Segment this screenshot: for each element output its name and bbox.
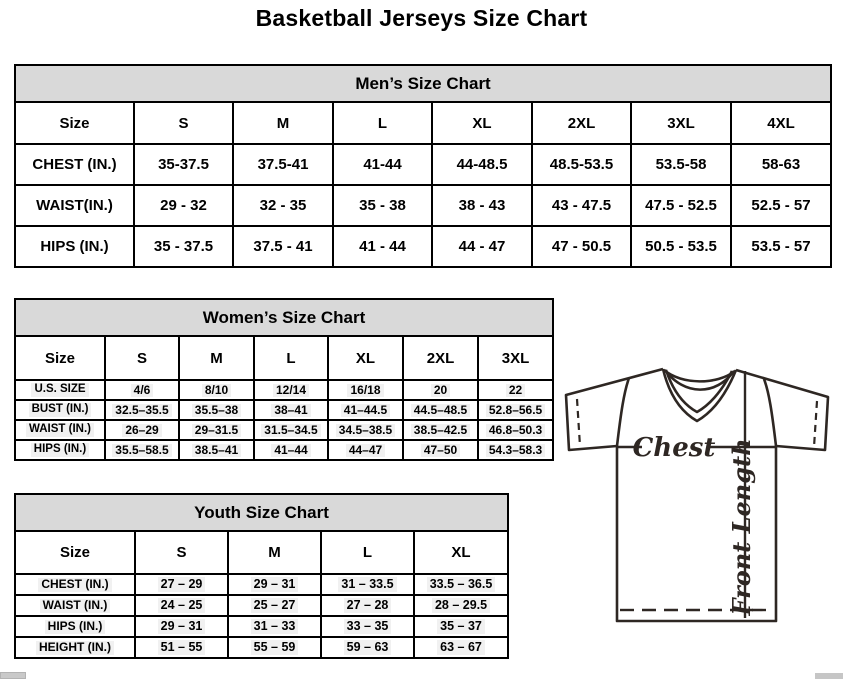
table-cell: 35 - 38 xyxy=(333,185,432,226)
cell-value: 24 – 25 xyxy=(158,598,206,612)
cell-value: 38–41 xyxy=(271,404,310,418)
table-cell: 41 - 44 xyxy=(333,226,432,267)
jersey-outline xyxy=(566,369,828,621)
mens-size-col: 3XL xyxy=(631,102,731,144)
row-label-text: BUST (IN.) xyxy=(29,403,92,416)
table-cell xyxy=(105,440,179,460)
womens-row-label xyxy=(15,400,105,420)
table-cell xyxy=(321,637,414,658)
table-cell: 50.5 - 53.5 xyxy=(631,226,731,267)
mens-size-col: 4XL xyxy=(731,102,831,144)
table-cell xyxy=(403,440,478,460)
cell-value: 29 – 31 xyxy=(251,577,299,591)
table-cell xyxy=(179,420,254,440)
mens-size-col: M xyxy=(233,102,333,144)
womens-size-col: XL xyxy=(328,336,403,380)
table-cell xyxy=(228,574,321,595)
mens-row-label: WAIST(IN.) xyxy=(15,185,134,226)
mens-size-col: XL xyxy=(432,102,532,144)
row-label-text: U.S. SIZE xyxy=(31,383,88,396)
table-cell xyxy=(105,400,179,420)
youth-size-chart-table xyxy=(14,493,509,659)
table-cell: 44-48.5 xyxy=(432,144,532,185)
table-cell xyxy=(228,616,321,637)
youth-size-col: M xyxy=(228,531,321,574)
cell-value: 28 – 29.5 xyxy=(432,598,490,612)
cell-value: 38.5–42.5 xyxy=(411,424,470,438)
table-row xyxy=(15,185,831,226)
cell-value: 25 – 27 xyxy=(251,598,299,612)
table-cell xyxy=(179,380,254,400)
womens-size-chart-table xyxy=(14,298,554,461)
cell-value: 44.5–48.5 xyxy=(411,404,470,418)
table-cell: 43 - 47.5 xyxy=(532,185,631,226)
table-cell xyxy=(105,420,179,440)
cell-value: 29–31.5 xyxy=(192,424,241,438)
cell-value: 54.3–58.3 xyxy=(486,444,545,458)
table-cell xyxy=(321,616,414,637)
youth-size-label: Size xyxy=(15,531,135,574)
table-cell: 53.5 - 57 xyxy=(731,226,831,267)
table-cell: 29 - 32 xyxy=(134,185,233,226)
youth-row-label xyxy=(15,616,135,637)
table-cell xyxy=(478,440,553,460)
cell-value: 4/6 xyxy=(131,384,154,398)
horizontal-scrollbar-fragment-left[interactable] xyxy=(0,672,26,679)
mens-size-col: 2XL xyxy=(532,102,631,144)
table-cell: 47 - 50.5 xyxy=(532,226,631,267)
table-cell: 52.5 - 57 xyxy=(731,185,831,226)
table-row xyxy=(15,226,831,267)
mens-size-col: L xyxy=(333,102,432,144)
cell-value: 59 – 63 xyxy=(344,640,392,654)
table-cell xyxy=(414,595,508,616)
table-cell xyxy=(321,595,414,616)
youth-row-label xyxy=(15,637,135,658)
mens-size-chart-table xyxy=(14,64,832,268)
mens-size-col: S xyxy=(134,102,233,144)
cell-value: 31 – 33.5 xyxy=(338,577,396,591)
cell-value: 47–50 xyxy=(421,444,460,458)
table-cell xyxy=(321,574,414,595)
cell-value: 51 – 55 xyxy=(158,640,206,654)
table-cell xyxy=(328,440,403,460)
cell-value: 41–44.5 xyxy=(341,404,390,418)
jersey-cuff-dash-right xyxy=(814,401,817,447)
table-cell xyxy=(228,637,321,658)
table-cell: 35 - 37.5 xyxy=(134,226,233,267)
table-cell xyxy=(254,420,328,440)
table-cell xyxy=(328,380,403,400)
cell-value: 35.5–38 xyxy=(192,404,241,418)
cell-value: 34.5–38.5 xyxy=(336,424,395,438)
womens-size-col: 2XL xyxy=(403,336,478,380)
row-label-text: WAIST (IN.) xyxy=(40,599,111,613)
table-cell xyxy=(403,420,478,440)
table-row xyxy=(15,595,508,616)
mens-table-header: Men’s Size Chart xyxy=(15,65,831,102)
table-row xyxy=(15,637,508,658)
table-cell: 37.5-41 xyxy=(233,144,333,185)
table-row xyxy=(15,380,553,400)
table-cell xyxy=(254,380,328,400)
table-cell xyxy=(228,595,321,616)
chest-label: Chest xyxy=(632,433,716,463)
table-cell xyxy=(414,616,508,637)
row-label-text: HEIGHT (IN.) xyxy=(36,641,114,655)
cell-value: 35 – 37 xyxy=(437,619,485,633)
youth-table-header: Youth Size Chart xyxy=(15,494,508,531)
cell-value: 52.8–56.5 xyxy=(486,404,545,418)
youth-size-col: L xyxy=(321,531,414,574)
womens-row-label xyxy=(15,440,105,460)
cell-value: 32.5–35.5 xyxy=(112,404,171,418)
table-cell xyxy=(179,400,254,420)
jersey-armhole-seam-right xyxy=(764,379,776,446)
table-cell: 35-37.5 xyxy=(134,144,233,185)
cell-value: 26–29 xyxy=(122,424,161,438)
cell-value: 16/18 xyxy=(347,384,383,398)
womens-size-col: M xyxy=(179,336,254,380)
row-label-text: CHEST (IN.) xyxy=(38,578,111,592)
front-length-label: Front Length xyxy=(727,438,756,616)
table-cell: 47.5 - 52.5 xyxy=(631,185,731,226)
cell-value: 31 – 33 xyxy=(251,619,299,633)
table-cell xyxy=(135,637,228,658)
cell-value: 20 xyxy=(431,384,450,398)
womens-row-label xyxy=(15,420,105,440)
horizontal-scrollbar-fragment-right[interactable] xyxy=(815,673,843,679)
cell-value: 27 – 29 xyxy=(158,577,206,591)
table-cell xyxy=(478,380,553,400)
womens-size-label: Size xyxy=(15,336,105,380)
mens-size-label: Size xyxy=(15,102,134,144)
cell-value: 12/14 xyxy=(273,384,309,398)
table-cell xyxy=(254,400,328,420)
womens-size-col: 3XL xyxy=(478,336,553,380)
cell-value: 33 – 35 xyxy=(344,619,392,633)
table-cell: 53.5-58 xyxy=(631,144,731,185)
cell-value: 22 xyxy=(506,384,525,398)
table-cell: 41-44 xyxy=(333,144,432,185)
table-cell xyxy=(254,440,328,460)
cell-value: 31.5–34.5 xyxy=(261,424,320,438)
youth-row-label xyxy=(15,574,135,595)
cell-value: 63 – 67 xyxy=(437,640,485,654)
row-label-text: HIPS (IN.) xyxy=(45,620,106,634)
womens-size-col: S xyxy=(105,336,179,380)
table-cell xyxy=(105,380,179,400)
table-cell xyxy=(135,574,228,595)
mens-row-label: CHEST (IN.) xyxy=(15,144,134,185)
table-cell xyxy=(403,400,478,420)
table-cell: 32 - 35 xyxy=(233,185,333,226)
table-row xyxy=(15,574,508,595)
cell-value: 38.5–41 xyxy=(192,444,241,458)
table-cell xyxy=(478,420,553,440)
table-cell xyxy=(403,380,478,400)
table-row xyxy=(15,440,553,460)
jersey-cuff-dash-left xyxy=(577,399,580,446)
table-cell xyxy=(179,440,254,460)
cell-value: 44–47 xyxy=(346,444,385,458)
table-cell xyxy=(328,420,403,440)
table-cell xyxy=(328,400,403,420)
cell-value: 41–44 xyxy=(271,444,310,458)
womens-size-col: L xyxy=(254,336,328,380)
mens-row-label: HIPS (IN.) xyxy=(15,226,134,267)
cell-value: 8/10 xyxy=(202,384,231,398)
table-cell xyxy=(135,595,228,616)
table-cell: 58-63 xyxy=(731,144,831,185)
row-label-text: HIPS (IN.) xyxy=(31,443,89,456)
cell-value: 35.5–58.5 xyxy=(112,444,171,458)
womens-table-header: Women’s Size Chart xyxy=(15,299,553,336)
cell-value: 55 – 59 xyxy=(251,640,299,654)
table-row xyxy=(15,400,553,420)
table-cell: 37.5 - 41 xyxy=(233,226,333,267)
table-cell xyxy=(478,400,553,420)
cell-value: 29 – 31 xyxy=(158,619,206,633)
table-row xyxy=(15,420,553,440)
cell-value: 27 – 28 xyxy=(344,598,392,612)
table-row xyxy=(15,616,508,637)
table-cell: 44 - 47 xyxy=(432,226,532,267)
page-title: Basketball Jerseys Size Chart xyxy=(255,5,588,31)
cell-value: 33.5 – 36.5 xyxy=(427,577,496,591)
jersey-armhole-seam-left xyxy=(617,378,629,446)
row-label-text: WAIST (IN.) xyxy=(26,423,94,436)
table-cell xyxy=(414,574,508,595)
cell-value: 46.8–50.3 xyxy=(486,424,545,438)
youth-size-col: XL xyxy=(414,531,508,574)
table-cell xyxy=(135,616,228,637)
table-row xyxy=(15,144,831,185)
womens-row-label xyxy=(15,380,105,400)
table-cell: 38 - 43 xyxy=(432,185,532,226)
youth-size-col: S xyxy=(135,531,228,574)
table-cell xyxy=(414,637,508,658)
table-cell: 48.5-53.5 xyxy=(532,144,631,185)
jersey-diagram xyxy=(556,356,840,632)
youth-row-label xyxy=(15,595,135,616)
